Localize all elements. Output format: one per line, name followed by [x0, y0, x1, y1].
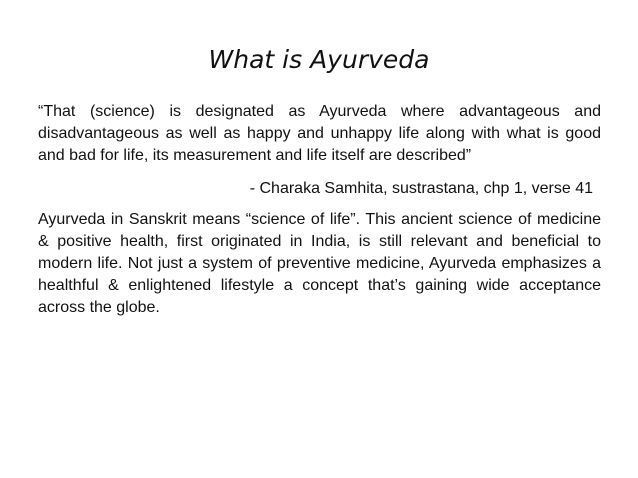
- quote-paragraph: “That (science) is designated as Ayurveda where advantageous and disadvantageous as well as happy and unhappy life along with what is good and bad for life, its measurement and life itself are described”: [38, 103, 601, 164]
- description-paragraph: Ayurveda in Sanskrit means “science of life”. This ancient science of medicine & positive health, first originated in India, is still relevant and beneficial to modern life. Not just a system of preventive medicine, Ayurveda emphasizes a healthful & enlightened lifestyle a concept that’s gaining wide acceptance across the globe.: [38, 211, 601, 316]
- slide-title: What is Ayurveda: [208, 45, 430, 74]
- quote-attribution: - Charaka Samhita, sustrastana, chp 1, verse 41: [249, 180, 593, 197]
